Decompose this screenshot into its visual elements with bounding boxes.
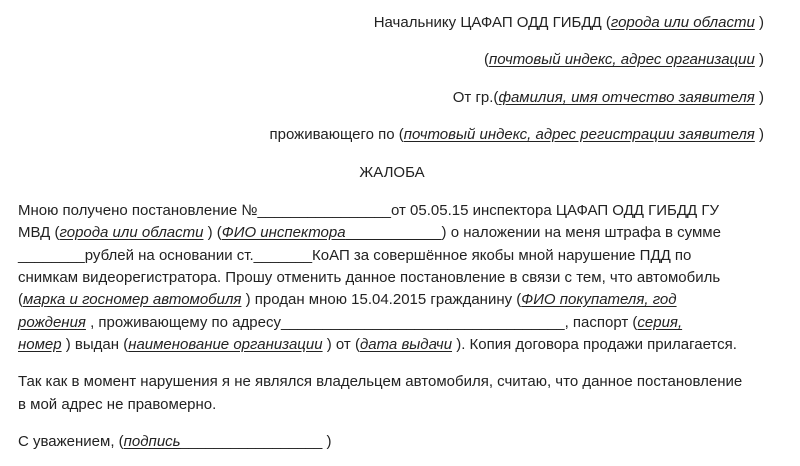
inspector-name-blank: ___________ (345, 224, 442, 241)
resolution-number-blank: ________________ (257, 202, 391, 219)
bracket: ) (754, 126, 764, 143)
text: ( (18, 291, 23, 308)
city-or-region-placeholder: города или области (610, 14, 755, 31)
text: С уважением, ( (18, 433, 124, 450)
addressee-line (374, 13, 764, 33)
organization-address-line (484, 50, 764, 70)
text: КоАП за совершённое якобы мной нарушение ПДД по (312, 247, 692, 264)
text: МВД ( (18, 224, 60, 241)
text: от 05.05.15 инспектора ЦАФАП ОДД ГИБДД ГУ (390, 202, 720, 219)
body-paragraph-2-line-1: Так как в момент нарушения я не являлся владельцем автомобиля, считаю, что данное постановление (18, 373, 743, 390)
text: рублей на основании ст. (84, 247, 254, 264)
registration-address-placeholder: почтовый индекс, адрес регистрации заявителя (403, 126, 755, 143)
addressee-label: Начальнику ЦАФАП ОДД ГИБДД ( (373, 14, 611, 31)
body-line-3 (18, 246, 691, 266)
fine-amount-blank: ________ (18, 247, 85, 264)
organization-address-placeholder: почтовый индекс, адрес организации (489, 51, 755, 68)
text: ). Копия договора продажи прилагается. (452, 336, 737, 353)
inspector-name-placeholder: ФИО инспектора (221, 224, 346, 241)
bracket: ) (754, 14, 764, 31)
body-line-7 (18, 335, 737, 355)
passport-number-placeholder: номер (18, 336, 62, 353)
text: , паспорт ( (564, 314, 638, 331)
buyer-address-blank: __________________________________ (280, 314, 565, 331)
buyer-name-placeholder: ФИО покупателя, год (521, 291, 677, 308)
signature-line (18, 432, 332, 452)
text: ) продан мною 15.04.2015 гражданину ( (241, 291, 522, 308)
body-line-4: снимкам видеорегистратора. Прошу отменить данное постановление в связи с тем, что автомобиль (18, 269, 721, 286)
bracket: ) (754, 51, 764, 68)
signature-placeholder: подпись (123, 433, 181, 450)
passport-series-placeholder: серия, (637, 314, 683, 331)
sender-label: От гр.( (452, 89, 499, 106)
text: ) выдан ( (61, 336, 129, 353)
text: , проживающему по адресу (85, 314, 281, 331)
body-line-5 (18, 290, 677, 310)
body-line-2 (18, 223, 721, 243)
text: ) ( (203, 224, 222, 241)
issue-date-placeholder: дата выдачи (359, 336, 453, 353)
car-model-plate-placeholder: марка и госномер автомобиля (23, 291, 242, 308)
bracket: ( (484, 51, 490, 68)
buyer-birth-year-placeholder: рождения (18, 314, 86, 331)
issuing-organization-placeholder: наименование организации (128, 336, 323, 353)
signature-blank: _________________ (180, 433, 323, 450)
text: ) (322, 433, 332, 450)
text: Мною получено постановление № (18, 202, 258, 219)
applicant-name-placeholder: фамилия, имя отчество заявителя (498, 89, 755, 106)
article-number-blank: _______ (253, 247, 313, 264)
body-line-6 (18, 313, 682, 333)
bracket: ) (754, 89, 764, 106)
body-line-1 (18, 201, 719, 221)
body-paragraph-2-line-2: в мой адрес не правомерно. (18, 396, 217, 413)
residence-label: проживающего по ( (269, 126, 404, 143)
sender-line (453, 88, 764, 108)
residence-line (270, 125, 764, 145)
text: ) от ( (322, 336, 360, 353)
city-or-region-placeholder: города или области (59, 224, 204, 241)
text: ) о наложении на меня штрафа в сумме (441, 224, 721, 241)
document-title: ЖАЛОБА (359, 164, 425, 181)
